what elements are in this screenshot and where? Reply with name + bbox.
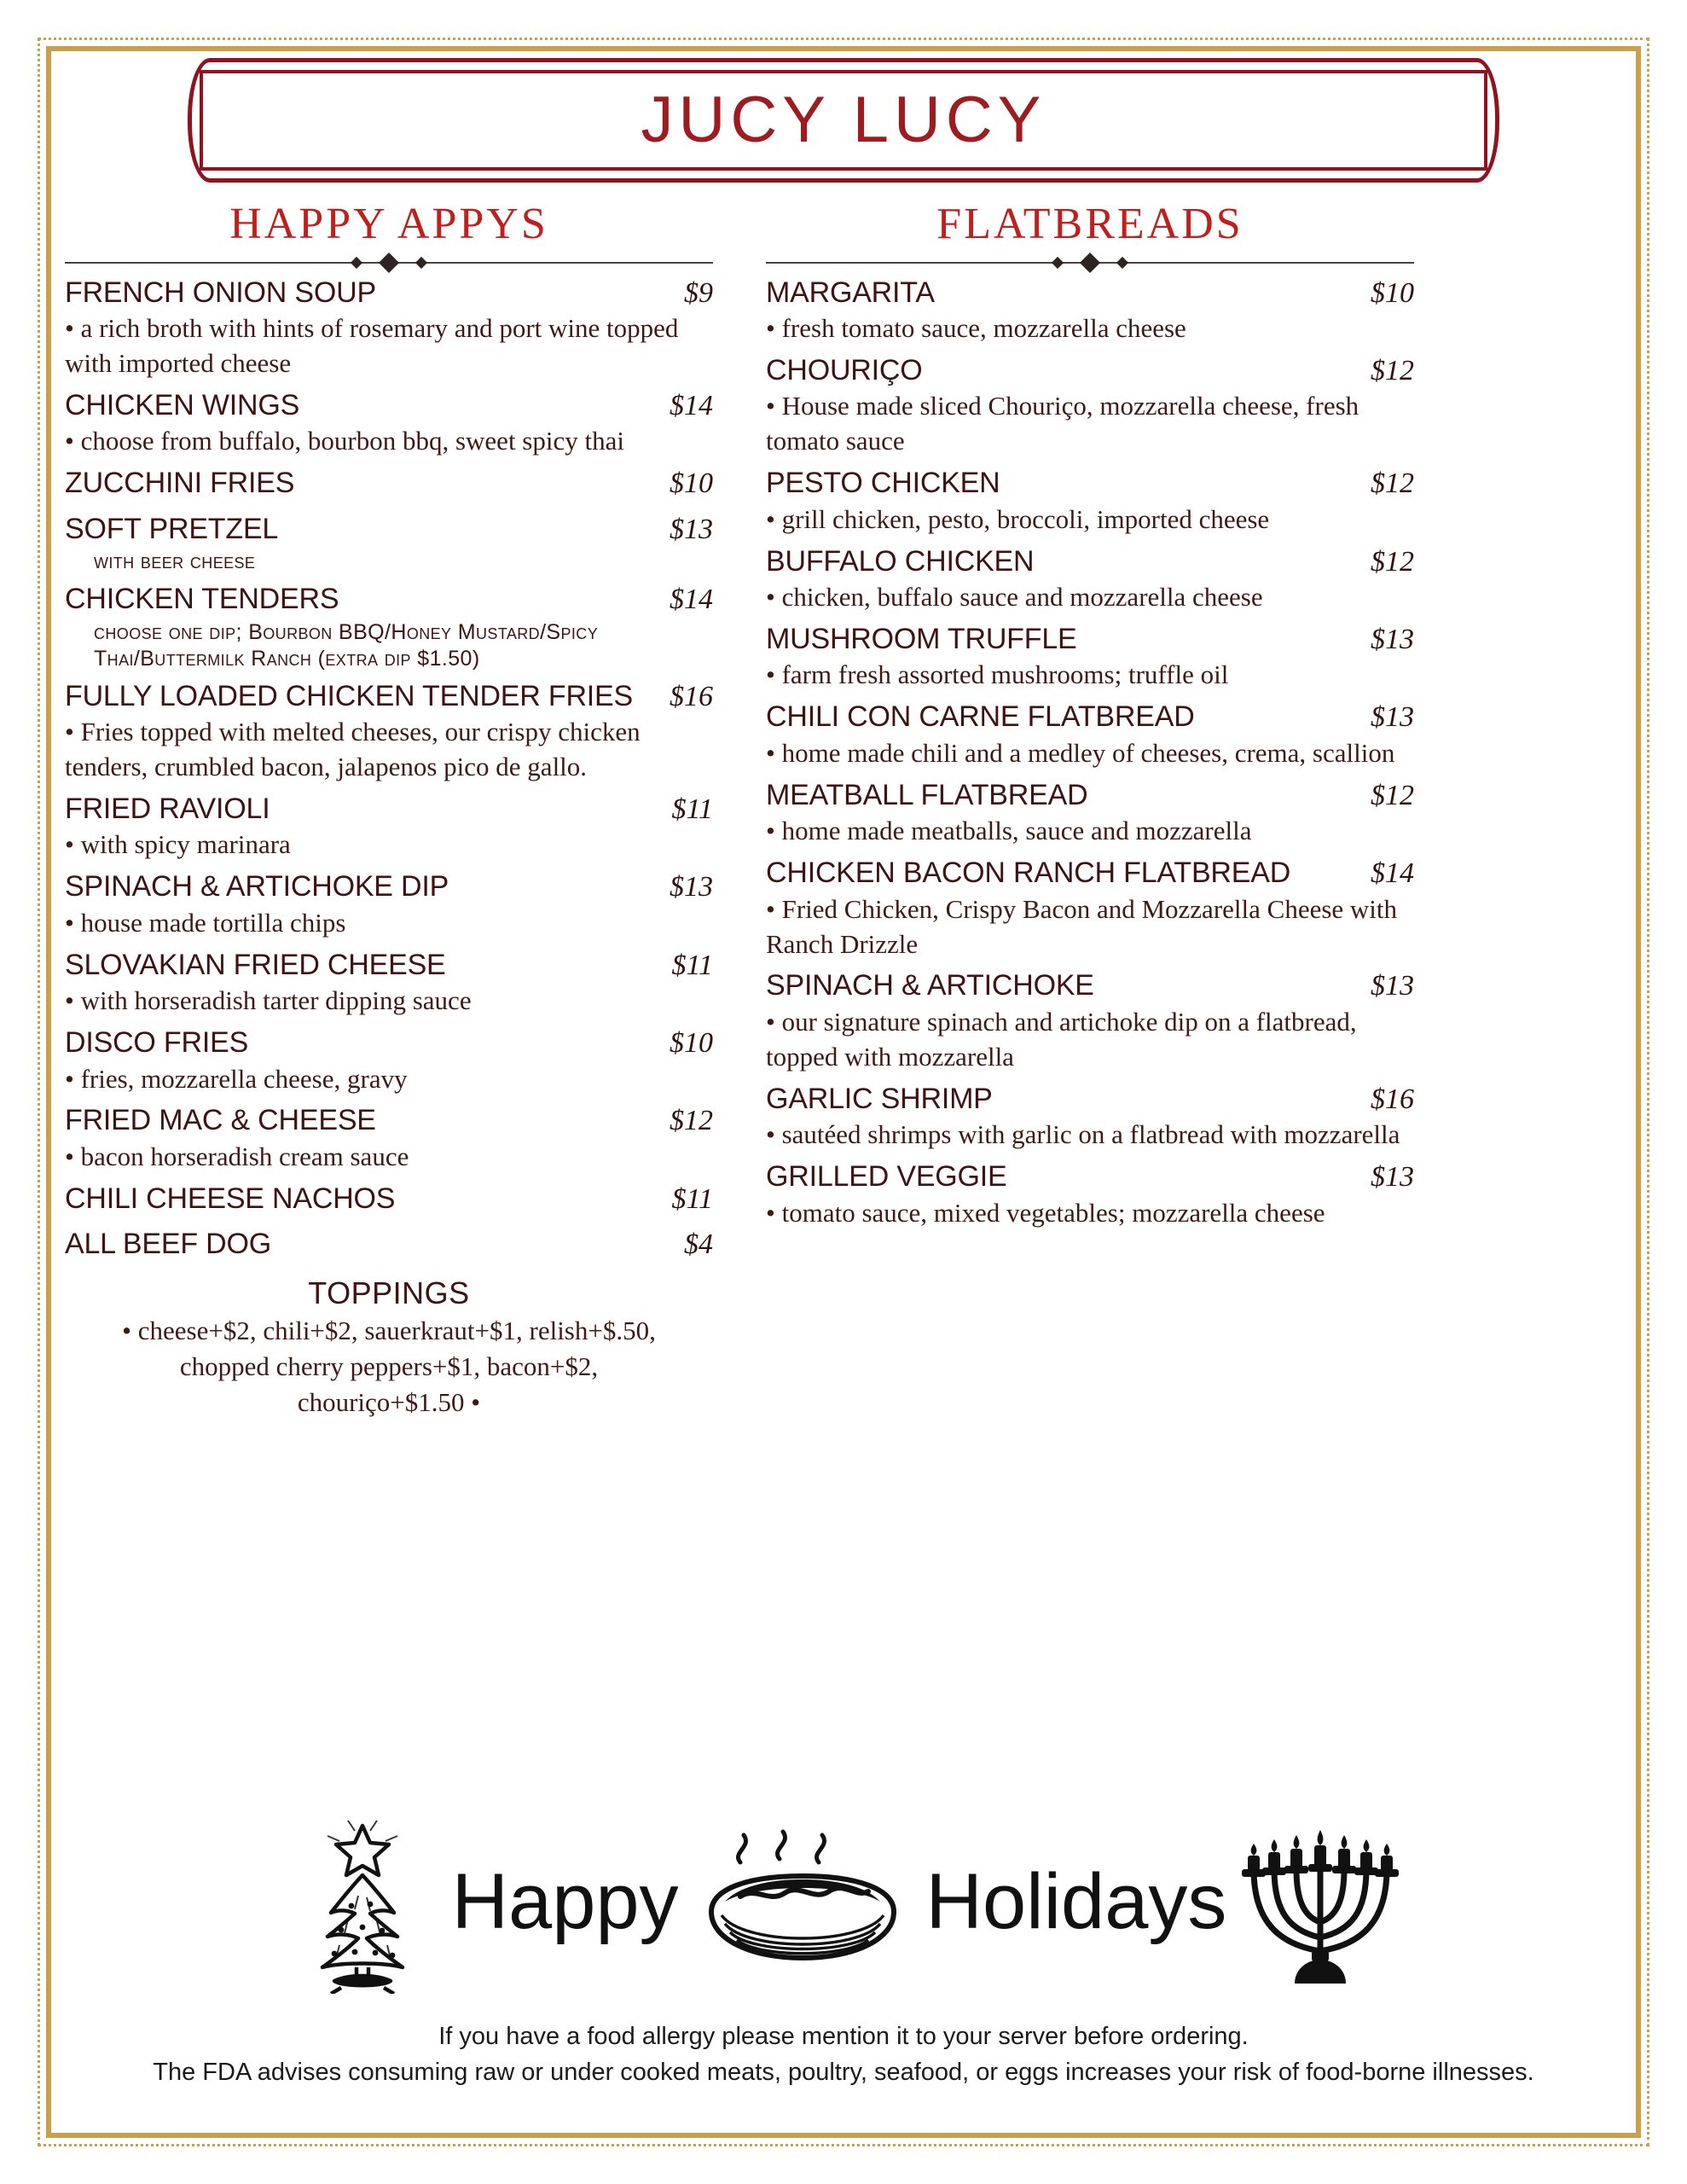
item-description: • Fried Chicken, Crispy Bacon and Mozzarella Cheese with Ranch Drizzle [766,893,1398,959]
item-price: $4 [684,1228,713,1261]
item-description: • house made tortilla chips [65,907,346,938]
menu-item[interactable] [766,466,1414,537]
item-price: $11 [671,793,713,825]
section-happy-appys [65,201,713,1420]
item-price: $16 [670,680,713,712]
toppings-list: • cheese+$2, chili+$2, sauerkraut+$1, relish+$.50, chopped cherry peppers+$1, bacon+$2, chouriço+$1.50 • [122,1315,656,1417]
menu-item[interactable] [766,856,1414,961]
item-name: FRIED RAVIOLI [65,792,270,825]
item-note: with beer cheese [94,549,256,574]
menu-item[interactable] [766,968,1414,1074]
ornament-divider [65,253,713,270]
item-name: CHOURIÇO [766,353,923,386]
ornament-divider [766,253,1414,270]
item-description: • our signature spinach and artichoke dip on a flatbread, topped with mozzarella [766,1006,1357,1072]
section-title-happy-appys: HAPPY APPYS [229,200,548,248]
menu-item[interactable] [766,353,1414,459]
menu-item[interactable] [766,1159,1414,1230]
menu-item[interactable] [766,544,1414,615]
menu-item[interactable] [65,388,713,459]
item-price: $13 [1371,1161,1414,1194]
menu-item[interactable] [766,778,1414,849]
item-name: CHICKEN BACON RANCH FLATBREAD [766,857,1291,890]
diamond-icon [1080,253,1100,273]
christmas-tree-icon [281,1810,443,1994]
item-name: SOFT PRETZEL [65,512,279,545]
menu-item[interactable] [65,1227,713,1262]
menu-item[interactable] [65,512,713,575]
allergy-notice: If you have a food allergy please mention it to your server before ordering. [438,2022,1249,2050]
item-price: $13 [670,871,713,903]
item-name: FULLY LOADED CHICKEN TENDER FRIES [65,679,633,712]
item-name: ZUCCHINI FRIES [65,467,295,500]
menu-item[interactable] [65,869,713,940]
menu-item[interactable] [65,1025,713,1096]
item-description: • tomato sauce, mixed vegetables; mozzarella cheese [766,1197,1325,1228]
item-name: MEATBALL FLATBREAD [766,778,1088,811]
fda-notice: The FDA advises consuming raw or under cooked meats, poultry, seafood, or eggs increases your risk of food-borne illnesses. [153,2058,1534,2086]
diamond-icon [1116,257,1128,269]
footer-disclaimer [65,2018,1622,2090]
restaurant-title: JUCY LUCY [641,84,1046,156]
item-price: $13 [1371,624,1414,655]
diamond-icon [379,253,399,273]
item-name: DISCO FRIES [65,1026,249,1060]
holiday-word-holidays: Holidays [925,1858,1227,1945]
holiday-greeting-strip [65,1812,1622,1991]
section-flatbreads [766,201,1414,1420]
item-description: • home made meatballs, sauce and mozzarella [766,816,1252,846]
menu-content [65,58,1622,2119]
item-price: $13 [1371,970,1414,1002]
menu-item[interactable] [65,582,713,671]
diamond-icon [415,257,427,269]
item-name: SLOVAKIAN FRIED CHEESE [65,948,446,981]
item-price: $16 [1371,1083,1414,1115]
item-price: $10 [670,468,713,500]
item-name: CHICKEN WINGS [65,388,300,421]
item-name: SPINACH & ARTICHOKE [766,969,1094,1002]
menu-item[interactable] [65,679,713,785]
menu-columns [65,201,1622,1420]
item-price: $13 [1371,701,1414,734]
section-title-flatbreads: FLATBREADS [936,200,1244,248]
item-description: • chicken, buffalo sauce and mozzarella cheese [766,582,1263,613]
item-name: BUFFALO CHICKEN [766,544,1035,578]
item-name: FRIED MAC & CHEESE [65,1104,376,1137]
item-name: FRENCH ONION SOUP [65,276,376,309]
menu-item[interactable] [766,622,1414,693]
item-description: • choose from buffalo, bourbon bbq, sweet spicy thai [65,426,624,456]
toppings-block [65,1275,713,1420]
menu-item[interactable] [65,792,713,863]
diamond-icon [351,257,362,269]
item-name: GRILLED VEGGIE [766,1160,1007,1194]
item-name: ALL BEEF DOG [65,1228,271,1261]
item-note: choose one dip; Bourbon BBQ/Honey Mustard/Spicy Thai/Buttermilk Ranch (extra dip $1.50) [94,619,599,671]
item-price: $14 [670,389,713,421]
item-name: SPINACH & ARTICHOKE DIP [65,870,449,903]
item-name: CHILI CHEESE NACHOS [65,1182,396,1215]
item-price: $11 [671,949,713,981]
item-name: PESTO CHICKEN [766,467,1000,500]
menu-item[interactable] [65,1182,713,1225]
item-description: • a rich broth with hints of rosemary and port wine topped with imported cheese [65,313,679,378]
menu-item[interactable] [65,1103,713,1174]
item-description: • fresh tomato sauce, mozzarella cheese [766,313,1186,344]
menu-item[interactable] [65,466,713,509]
item-description: • with spicy marinara [65,829,291,860]
holiday-word-happy: Happy [451,1858,679,1945]
item-price: $10 [1371,276,1414,309]
item-price: $14 [670,584,713,616]
item-description: • with horseradish tarter dipping sauce [65,985,472,1016]
item-price: $13 [670,513,713,545]
menu-item[interactable] [766,1082,1414,1153]
item-price: $12 [1371,779,1414,811]
item-name: MUSHROOM TRUFFLE [766,623,1077,655]
item-price: $14 [1371,857,1414,890]
item-name: MARGARITA [766,276,935,309]
item-description: • Fries topped with melted cheeses, our crispy chicken tenders, crumbled bacon, jalapenos pico de gallo. [65,717,641,782]
title-banner [188,58,1499,183]
item-price: $9 [684,276,713,309]
item-description: • grill chicken, pesto, broccoli, imported cheese [766,503,1270,534]
menu-item[interactable] [766,276,1414,346]
diamond-icon [1052,257,1064,269]
hot-dog-icon [687,1823,918,1981]
item-description: • home made chili and a medley of cheeses, crema, scallion [766,737,1395,768]
item-description: • sautéed shrimps with garlic on a flatbread with mozzarella [766,1119,1400,1150]
item-description: • fries, mozzarella cheese, gravy [65,1063,408,1094]
item-name: CHILI CON CARNE FLATBREAD [766,700,1195,734]
item-price: $12 [1371,468,1414,500]
menu-item[interactable] [65,948,713,1019]
item-name: CHICKEN TENDERS [65,583,339,616]
menu-item[interactable] [766,700,1414,770]
item-price: $12 [1371,545,1414,578]
item-name: GARLIC SHRIMP [766,1082,993,1115]
menorah-icon [1235,1816,1406,1987]
menu-item[interactable] [65,276,713,381]
item-description: • House made sliced Chouriço, mozzarella cheese, fresh tomato sauce [766,391,1359,456]
toppings-title: TOPPINGS [308,1275,470,1310]
item-description: • farm fresh assorted mushrooms; truffle oil [766,659,1229,690]
item-price: $12 [670,1105,713,1137]
item-price: $11 [671,1182,713,1215]
item-price: $12 [1371,354,1414,386]
item-description: • bacon horseradish cream sauce [65,1141,409,1171]
item-price: $10 [670,1027,713,1060]
